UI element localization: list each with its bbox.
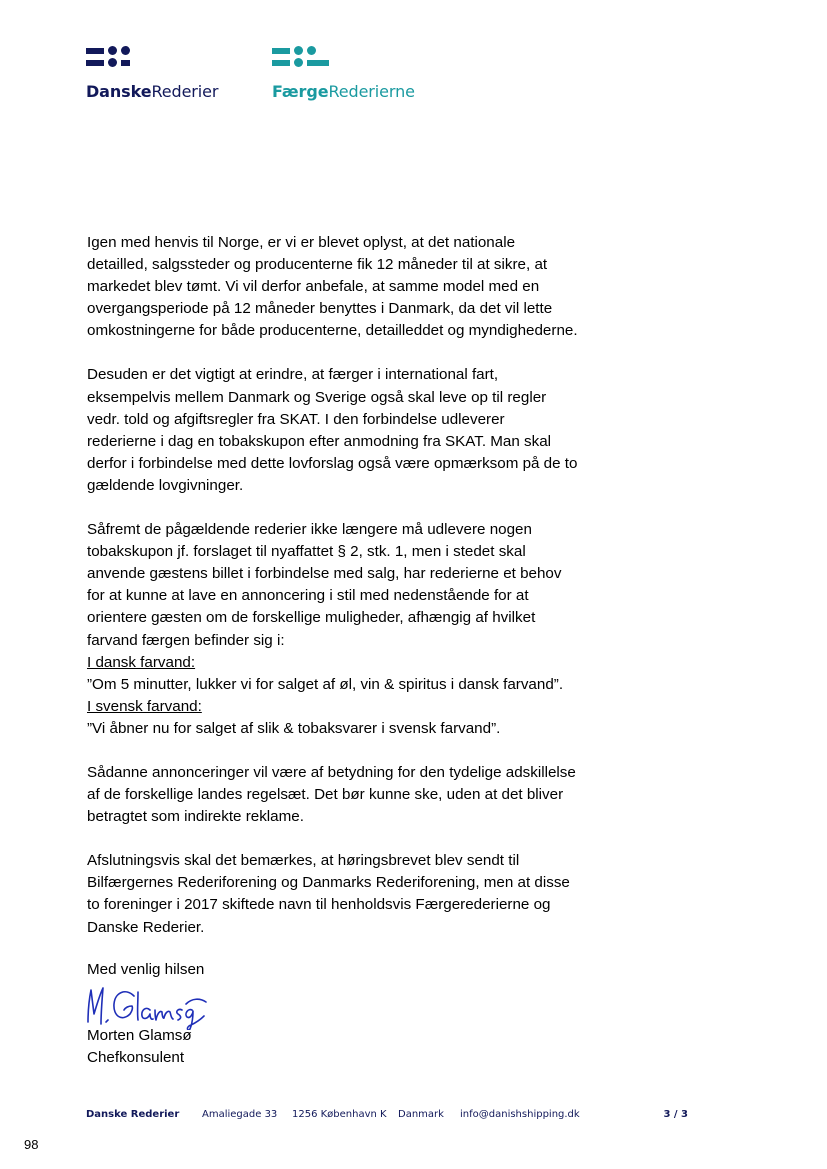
signer-title: Chefkonsulent — [87, 1049, 185, 1066]
faergerederierne-logo-mark — [272, 46, 415, 68]
footer-address: Amaliegade 33 — [202, 1109, 278, 1120]
signer-name: Morten Glamsø — [87, 1027, 192, 1044]
danske-rederier-logo — [86, 46, 218, 101]
paragraph-regulations — [87, 762, 647, 828]
footer-email-link[interactable]: info@danishshipping.dk — [460, 1109, 580, 1120]
text-line: vedr. told og afgiftsregler fra SKAT. I den forbindelse udleverer — [87, 410, 505, 428]
text-line: Igen med henvis til Norge, er vi er blevet oplyst, at det nationale — [87, 234, 516, 251]
text-line: omkostningerne for både producenterne, detailleddet og myndighederne. — [87, 322, 578, 340]
text-line: tobakskupon jf. forslaget til nyaffattet § 2, stk. 1, men i stedet skal — [87, 543, 526, 561]
faergerederierne-logo — [272, 46, 415, 101]
text-line: orientere gæsten om de forskellige muligheder, afhængig af hvilket — [87, 609, 536, 627]
handwritten-signature — [82, 984, 212, 1030]
swedish-waters-heading: I svensk farvand: — [87, 697, 202, 715]
text-line: betragtet som indirekte reklame. — [87, 808, 304, 826]
paragraph-international-ferries — [87, 364, 647, 497]
text-line: Sådanne annonceringer vil være af betydning for den tydelige adskillelse — [87, 763, 576, 781]
faergerederierne-logo-text: FærgeRederierne — [272, 82, 415, 101]
paragraph-norway — [87, 232, 647, 342]
swedish-waters-quote: ”Vi åbner nu for salget af slik & tobaksvarer i svensk farvand”. — [87, 719, 501, 737]
text-line: anvende gæstens billet i forbindelse med salg, har rederierne et behov — [87, 565, 562, 583]
danish-waters-heading: I dansk farvand: — [87, 653, 196, 671]
danish-waters-quote: ”Om 5 minutter, lukker vi for salget af øl, vin & spiritus i dansk farvand”. — [87, 675, 564, 693]
text-line: for at kunne at lave en annoncering i stil med nedenstående for at — [87, 587, 529, 605]
text-line: to foreninger i 2017 skiftede navn til henholdsvis Færgerederierne og — [87, 896, 551, 914]
footer-page-indicator: 3 / 3 — [663, 1109, 688, 1120]
danske-rederier-logo-text: DanskeRederier — [86, 82, 219, 101]
text-line: Bilfærgernes Rederiforening og Danmarks Rederiforening, men at disse — [87, 874, 570, 892]
text-line: derfor i forbindelse med dette lovforslag også være opmærksom på de to — [87, 454, 578, 472]
text-line: af de forskellige landes regelsæt. Det bør kunne ske, uden at det bliver — [87, 786, 564, 804]
document-page-number: 98 — [24, 1137, 39, 1152]
letter-body — [87, 232, 647, 961]
closing-greeting: Med venlig hilsen — [87, 961, 205, 978]
signer-block — [87, 1025, 192, 1069]
text-line: detailled, salgssteder og producenterne fik 12 måneder til at sikre, at — [87, 256, 548, 274]
text-line: Desuden er det vigtigt at erindre, at færger i international fart, — [87, 366, 499, 384]
text-line: Danske Rederier. — [87, 918, 205, 936]
text-line: farvand færgen befinder sig i: — [87, 631, 285, 649]
paragraph-announcements — [87, 519, 647, 740]
text-line: markedet blev tømt. Vi vil derfor anbefale, at samme model med en — [87, 278, 540, 296]
text-line: gældende lovgivninger. — [87, 476, 244, 494]
text-line: eksempelvis mellem Danmark og Sverige også skal leve op til regler — [87, 388, 547, 406]
text-line: Afslutningsvis skal det bemærkes, at høringsbrevet blev sendt til — [87, 852, 520, 870]
paragraph-conclusion — [87, 850, 647, 938]
footer-city: 1256 København K — [292, 1109, 387, 1120]
danske-rederier-logo-mark — [86, 46, 218, 68]
text-line: Såfremt de pågældende rederier ikke længere må udlevere nogen — [87, 521, 532, 539]
text-line: overgangsperiode på 12 måneder benyttes i Danmark, da det vil lette — [87, 300, 553, 318]
text-line: rederierne i dag en tobakskupon efter anmodning fra SKAT. Man skal — [87, 432, 552, 450]
footer-country: Danmark — [398, 1109, 444, 1120]
footer-brand: Danske Rederier — [86, 1109, 180, 1120]
